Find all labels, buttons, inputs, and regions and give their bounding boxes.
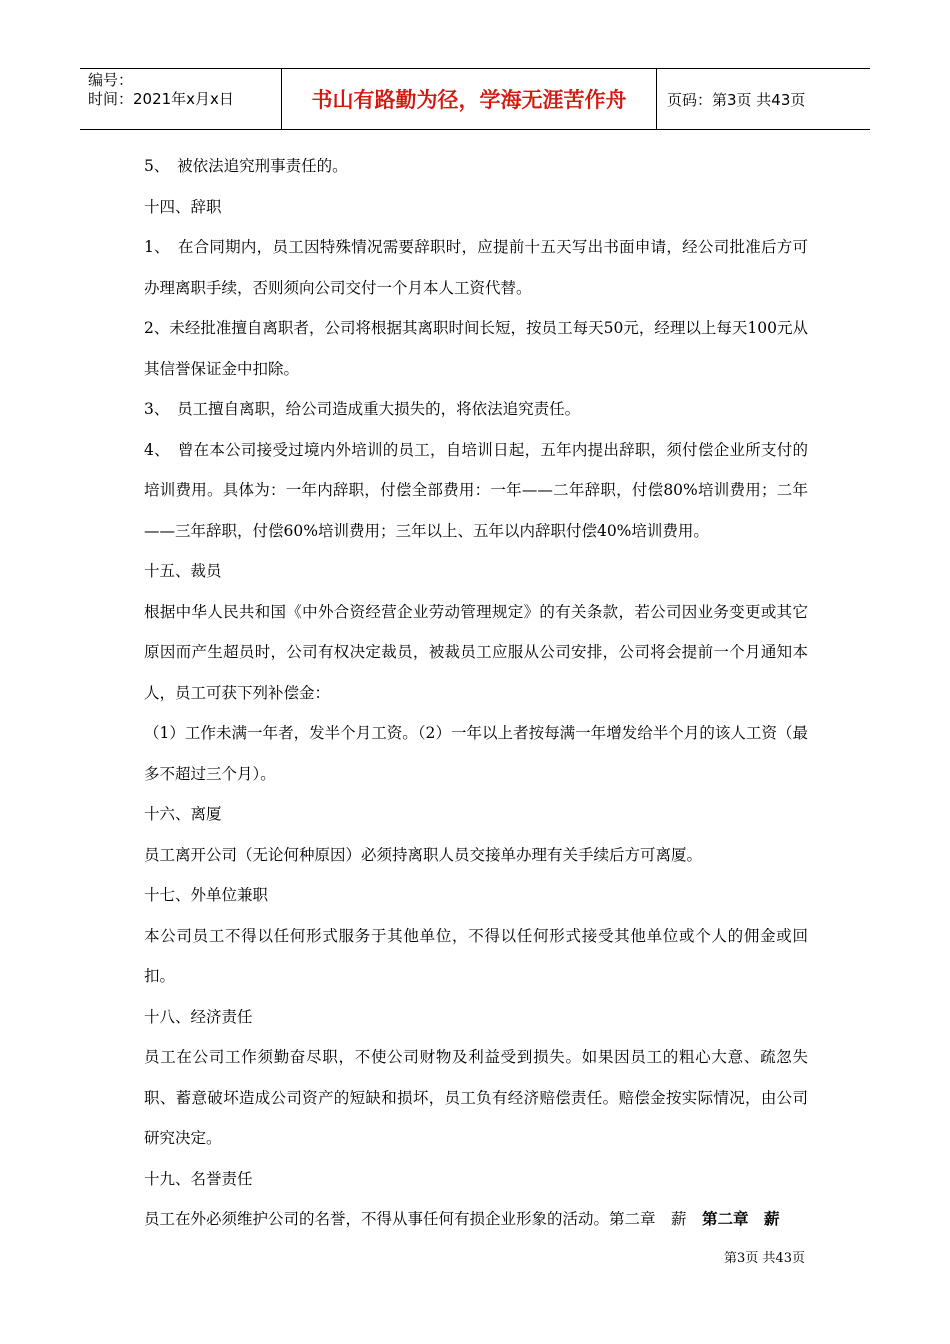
chapter-title-bold: 第二章 薪 bbox=[702, 1209, 780, 1228]
paragraph-last-text: 员工在外必须维护公司的名誉，不得从事任何有损企业形象的活动。第二章 薪 bbox=[144, 1210, 703, 1228]
paragraph: 2、未经批准擅自离职者，公司将根据其离职时间长短，按员工每天50元，经理以上每天100元从其信誉保证金中扣除。 bbox=[144, 319, 808, 378]
section-heading: 十七、外单位兼职 bbox=[144, 886, 269, 904]
paragraph: 4、 曾在本公司接受过境内外培训的员工，自培训日起，五年内提出辞职，须付偿企业所支付的培训费用。具体为：一年内辞职，付偿全部费用：一年——二年辞职，付偿80%培训费用；二年——三年辞职，付偿60%培训费用；三年以上、五年以内辞职付偿40%培训费用。 bbox=[144, 440, 808, 540]
section-heading: 十五、裁员 bbox=[144, 562, 222, 580]
section-heading: 十九、名誉责任 bbox=[144, 1169, 253, 1188]
paragraph: （1）工作未满一年者，发半个月工资。（2）一年以上者按每满一年增发给半个月的该人工资（最多不超过三个月）。 bbox=[144, 724, 808, 783]
section-heading: 十六、离厦 bbox=[144, 805, 222, 823]
paragraph-last bbox=[144, 1199, 808, 1240]
document-body bbox=[144, 146, 808, 1240]
section-heading: 十四、辞职 bbox=[144, 197, 222, 216]
paragraph: 1、 在合同期内，员工因特殊情况需要辞职时，应提前十五天写出书面申请，经公司批准后方可办理离职手续，否则须向公司交付一个月本人工资代替。 bbox=[144, 238, 808, 297]
section-heading: 十八、经济责任 bbox=[144, 1007, 253, 1026]
header-motto: 书山有路勤为径，学海无涯苦作舟 bbox=[282, 69, 657, 129]
header-meta bbox=[80, 69, 282, 129]
paragraph: 根据中华人民共和国《中外合资经营企业劳动管理规定》的有关条款，若公司因业务变更或其它原因而产生超员时，公司有权决定裁员，被裁员工应服从公司安排，公司将会提前一个月通知本人，员工可获下列补偿金： bbox=[144, 602, 808, 702]
paragraph: 员工离开公司（无论何种原因）必须持离职人员交接单办理有关手续后方可离厦。 bbox=[144, 845, 703, 864]
paragraph: 员工在公司工作须勤奋尽职，不使公司财物及利益受到损失。如果因员工的粗心大意、疏忽失职、蓄意破坏造成公司资产的短缺和损坏，员工负有经济赔偿责任。赔偿金按实际情况，由公司研究决定。 bbox=[144, 1048, 808, 1147]
paragraph: 5、 被依法追究刑事责任的。 bbox=[144, 157, 348, 175]
time-label: 时间：2021年x月x日 bbox=[88, 90, 234, 108]
header-page-label: 页码：第3页 共43页 bbox=[667, 90, 806, 109]
paragraph: 3、 员工擅自离职，给公司造成重大损失的，将依法追究责任。 bbox=[144, 400, 581, 418]
page-header bbox=[80, 68, 870, 130]
paragraph: 本公司员工不得以任何形式服务于其他单位，不得以任何形式接受其他单位或个人的佣金或回扣。 bbox=[144, 926, 808, 985]
page-footer: 第3页 共43页 bbox=[724, 1251, 805, 1266]
number-label: 编号： bbox=[88, 71, 134, 89]
